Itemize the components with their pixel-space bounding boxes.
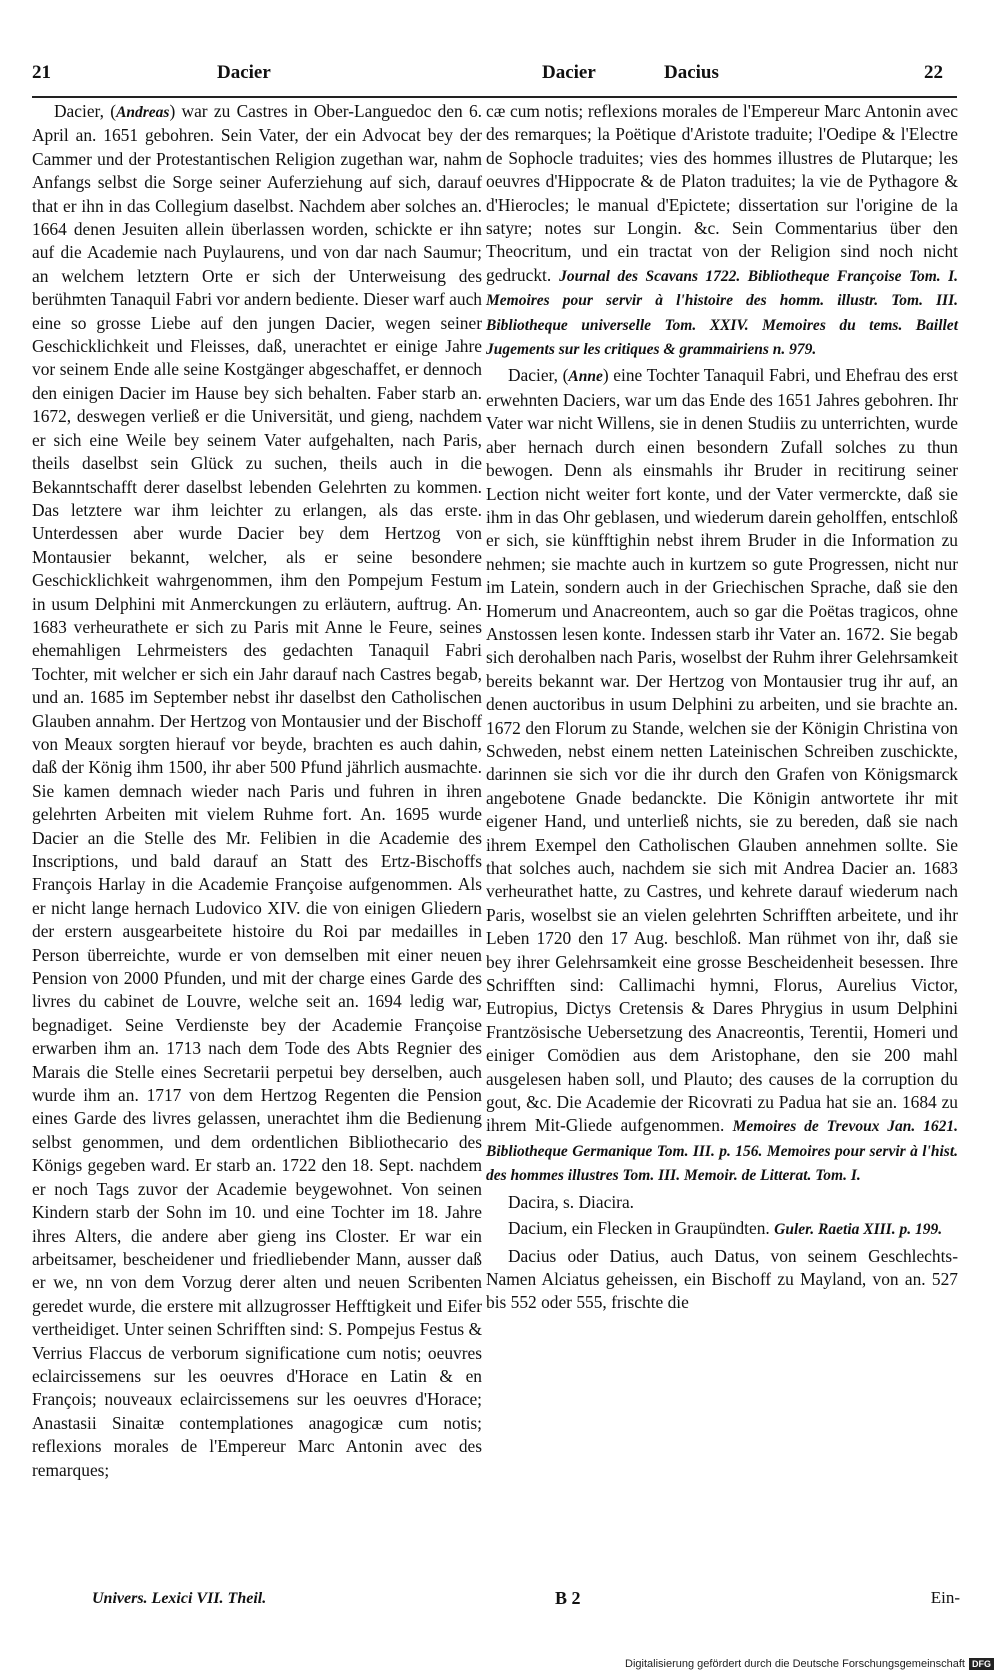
right-column [486, 100, 958, 1315]
left-column-number: 21 [32, 62, 51, 83]
bibliographic-references: Journal des Scavans 1722. Bibliotheque Françoise Tom. I. Memoires pour servir à l'histoire des homm. illustr. Tom. III. Bibliotheque universelle Tom. XXIV. Memoires du tems. Baillet Jugements sur les critiques & grammairiens n. 979. [486, 267, 958, 359]
credit-text: Digitalisierung gefördert durch die Deutsche Forschungsgemeinschaft [625, 1658, 965, 1670]
right-headword-1: Dacier [542, 62, 596, 83]
right-headword-2: Dacius [664, 62, 719, 83]
entry-text: Dacium, ein Flecken in Graupündten. [508, 1218, 770, 1239]
volume-signature: Univers. Lexici VII. Theil. [92, 1590, 267, 1607]
lemma-given-name: Andreas [116, 104, 170, 121]
left-headword: Dacier [217, 62, 271, 83]
right-column-number: 22 [924, 62, 943, 83]
entry-dacier-anne [486, 364, 958, 1187]
entry-continuation [486, 100, 958, 361]
lemma: Dacier, ( [508, 365, 569, 386]
entry-dacira [486, 1191, 958, 1214]
entry-dacier-andreas [32, 100, 482, 1482]
sheet-mark: B 2 [555, 1588, 581, 1608]
bibliographic-references: Guler. Raetia XIII. p. 199. [774, 1221, 943, 1239]
header-rule [32, 96, 957, 98]
lemma: Dacier, ( [54, 101, 117, 121]
catchword: Ein- [930, 1588, 960, 1607]
entry-text: cæ cum notis; reflexions morales de l'Empereur Marc Antonin avec des remarques; la Poëtique d'Aristote traduite; l'Oedipe & l'Electre de Sophocle traduites; vies des hommes illustres de Plutarque; les oeuvres d'Hippocrate & de Platon traduites; la vie de Pythagore & d'Hierocles; le manual d'Epictete; dissertation sur l'origine de la satyre; notes sur Longin. &c. Sein Commentarius über den Theocritum, und ein tractat von der Religion sind noch nicht gedruckt. [486, 101, 958, 285]
dfg-logo-icon: DFG [969, 1658, 994, 1670]
entry-dacium [486, 1217, 958, 1241]
signature-line [92, 1588, 452, 1608]
entry-text: Dacira, s. Diacira. [508, 1191, 635, 1212]
entry-text: ) war zu Castres in Ober-Languedoc den 6. April an. 1651 gebohren. Sein Vater, der ein Advocat bey der Cammer und der Protestantischen Religion zugethan war, nahm Anfangs selbst die Sorge seiner Auferziehung auf sich, darauf that er ihn in das Collegium daselbst. Nachdem aber solches an. 1664 denen Jesuiten allein überlassen worden, schickte er ihn auf die Academie nach Puylaurens, und von dar nach Saumur; an welchem letztern Orte er sich der Unterweisung des berühmten Tanaquil Fabri vor andern bediente. Dieser warf auch eine so grosse Liebe auf den jungen Dacier, wegen seiner Geschicklichkeit und Fleisses, daß, unerachtet er einige Jahre vor seinem Ende alle seine Kostgänger abgeschaffet, er dennoch den einigen Dacier im Hause bey sich behalten. Faber starb an. 1672, deswegen verließ er die Universität, und gieng, nachdem er sich eine Weile bey seinem Vater aufgehalten, nach Paris, theils daselbst sein Glück zu suchen, theils auch in die Bekanntschafft derer daselbst lebenden Gelehrten zu kommen. Das letztere war ihm leichter zu erlangen, als das erste. Unterdessen aber wurde Dacier bey dem Hertzog von Montausier bekannt, welcher, als er seine besondere Geschicklichkeit wahrgenommen, ihm den Pompejum Festum in usum Delphini mit Anmerckungen zu erläutern, auftrug. An. 1683 verheurathete er sich zu Paris mit Anne le Feure, seines ehemahligen Lehrmeisters des gedachten Tanaquil Fabri Tochter, mit welcher er sich ein Jahr darauf nach Castres begab, und an. 1685 im September nebst ihr daselbst den Catholischen Glauben annahm. Der Hertzog von Montausier und der Bischoff von Meaux sorgten hierauf vor beyde, brachten es auch dahin, daß der König ihm 1500, ihr aber 500 Pfund jährlich ausmachte. Sie kamen demnach wieder nach Paris und fuhren in ihren gelehrten Arbeiten mit vielem Ruhme fort. An. 1695 wurde Dacier an die Stelle des Mr. Felibien in die Academie des Inscriptions, und bald darauf an Statt des Ertz-Bischoffs François Harlay in die Academie Françoise aufgenommen. Als er nicht lange hernach Ludovico XIV. die von einigen Gliedern der erstern ausgearbeitete histoire du Roi par medailles in Person überreichte, wurde er von demselben mit einer neuen Pension von 2000 Pfunden, und mit der charge eines Garde des livres du cabinet de Louvre, welche seit an. 1694 ledig war, begnadiget. Seine Verdienste bey der Academie Françoise erwarben ihm an. 1713 nach dem Tode des Abts Regnier des Marais die Stelle eines Secretarii perpetui bey derselben, auch wurde ihm an. 1717 von dem Hertzog Regenten die Pension eines Garde des livres gelassen, unerachtet ihm die Bedienung selbst genommen, und dem ordentlichen Bibliothecario des Königs gegeben ward. Er starb an. 1722 den 18. Sept. nachdem er noch Tags zuvor der Academie beygewohnet. Von seinen Kindern starb der Sohn im 10. und eine Tochter im 18. Jahre ihres Alters, die andere aber gieng ins Closter. Er war ein arbeitsamer, bescheidener und friedliebender Mann, ausser daß er we, nn von dem Vorzug derer alten und neuen Scribenten geredet wurde, die erstere mit allzugrosser Hefftigkeit und Eifer vertheidiget. Unter seinen Schrifften sind: S. Pompejus Festus & Verrius Flaccus de verborum significatione cum notis; oeuvres eclaircissemens sur les oeuvres d'Horace en Latin & en François; nouveaux eclaircissemens sur les oeuvres d'Horace; Anastasii Sinaitæ contemplationes anagogicæ cum notis; reflexions morales de l'Empereur Marc Antonin avec des remarques; [32, 101, 482, 1480]
entry-text: Dacius oder Datius, auch Datus, von seinem Geschlechts-Namen Alciatus geheissen, ein Bischoff zu Mayland, von an. 527 bis 552 oder 555, frischte die [486, 1245, 958, 1313]
left-column [32, 100, 482, 1482]
entry-dacius [486, 1245, 958, 1315]
running-header [32, 62, 952, 92]
digitization-credit [625, 1658, 994, 1670]
lemma-given-name: Anne [568, 368, 603, 386]
bibliographic-references: Memoires de Trevoux Jan. 1621. Bibliotheque Germanique Tom. III. p. 156. Memoires pour servir à l'hist. des hommes illustres Tom. III. Memoir. de Litterat. Tom. I. [486, 1118, 958, 1185]
entry-text: ) eine Tochter Tanaquil Fabri, und Ehefrau des erst erwehnten Daciers, war um das Ende des 1651 Jahres gebohren. Ihr Vater war nicht Willens, sie in denen Studiis zu unterrichten, wurde aber hernach durch einen besondern Zufall solches zu thun bewogen. Denn als einsmahls ihr Bruder in recitirung seiner Lection nicht weiter fort konte, und der Vater vermerckte, daß sie ihm in das Ohr geblasen, und wiederum darein geholffen, entschloß er sich, sie künfftighin nebst ihrem Bruder in die Information zu nehmen; sie machte auch in kurtzem so gute Progressen, nicht nur im Latein, sondern auch in der Griechischen Sprache, daß sie den Homerum und Anacreontem, auch so gar die Poëtas tragicos, ohne Anstossen lesen konte. Indessen starb ihr Vater an. 1672. Sie begab sich derohalben nach Paris, woselbst der Ruhm ihrer Gelehrsamkeit bereits bekannt war. Der Hertzog von Montausier trug ihr auf, an denen auctoribus in usum Delphini zu arbeiten, und sie brachte an. 1672 den Florum zu Stande, welchen sie der Königin Christina von Schweden, nebst einem netten Lateinischen Schreiben zuschickte, darinnen sie sich vor die ihr durch den Grafen von Königsmarck angebotene Gnade bedanckte. Die Königin antwortete ihr mit eigener Hand, und unterließ nichts, sie zu bereden, daß sie nach ihrem Exempel den Catholischen Glauben annehmen sollte. Sie that solches auch, nachdem sie sich mit Andrea Dacier an. 1683 verheurathet hatte, zu Castres, und kehrete darauf wiederum nach Paris, woselbst sie an vielen gelehrten Schrifften arbeitete, und ihr Leben 1720 den 17 Aug. beschloß. Man rühmet von ihr, daß sie bey ihrer Gelehrsamkeit eine grosse Bescheidenheit besessen. Ihre Schrifften sind: Callimachi hymni, Florus, Aurelius Victor, Eutropius, Dictys Cretensis & Dares Phrygius in usum Delphini Frantzösische Uebersetzung des Anacreontis, Terentii, Homeri und einiger Comödien aus dem Aristophane, den sie 200 mahl ausgelesen haben soll, und Plauto; des causes de la corruption du gout, &c. Die Academie der Ricovrati zu Padua hat sie an. 1684 zu ihrem Mit-Gliede aufgenommen. [486, 365, 958, 1136]
